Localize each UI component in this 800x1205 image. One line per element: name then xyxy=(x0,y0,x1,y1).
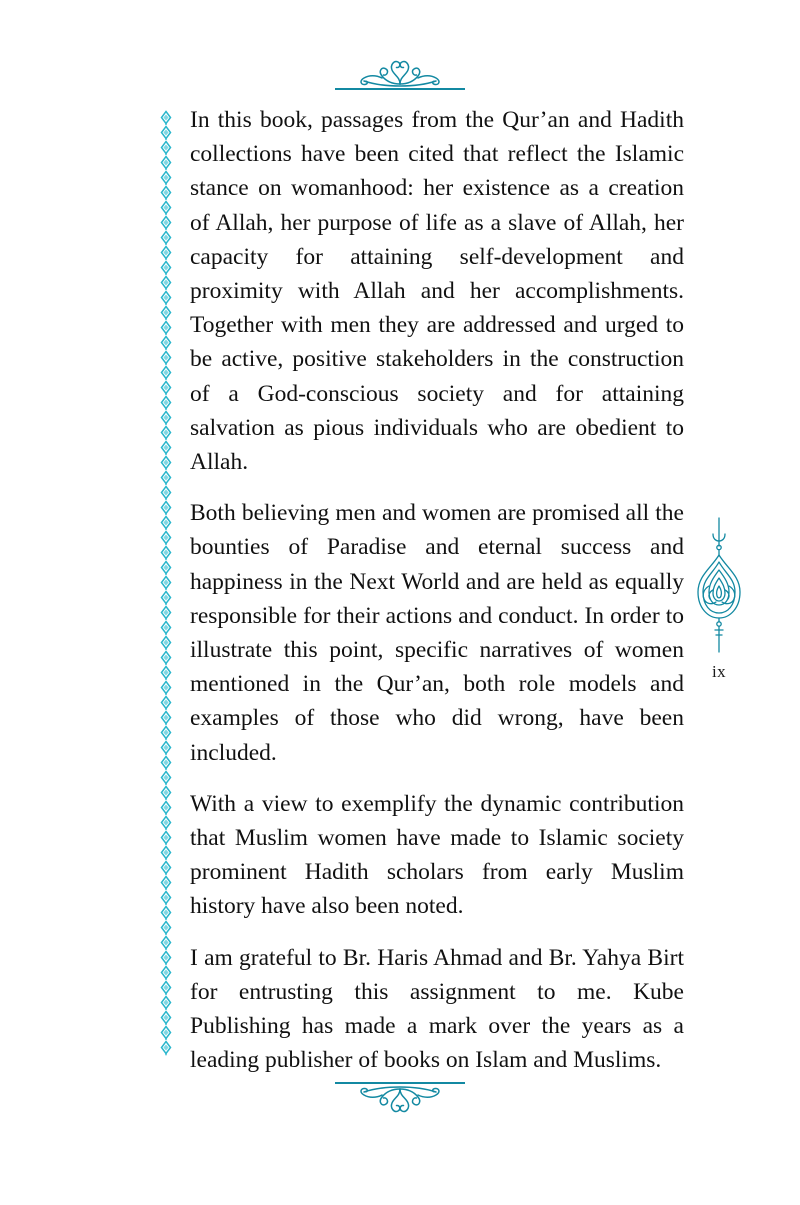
bottom-rule xyxy=(335,1082,465,1084)
scroll-flourish-icon xyxy=(336,1085,464,1117)
paragraph: With a view to exemplify the dynamic contribution that Muslim women have made to Islamic society prominent Hadith scholars from early Muslim history have also been noted. xyxy=(190,790,684,920)
paragraph: In this book, passages from the Qur’an and Hadith collections have been cited that reflect the Islamic stance on womanhood: her existence as a creation of Allah, her purpose of life as a slave of Allah, her capacity for attaining self-development and proximity with Allah and her accomplishments. Together with men they are addressed and urged to be active, positive stakeholders in the construction of a God-conscious society and for attaining salvation as pious individuals who are obedient to Allah. xyxy=(190,107,684,476)
paragraph: Both believing men and women are promised all the bounties of Paradise and eternal success and happiness in the Next World and are held as equally responsible for their actions and conduct. In order to illustrate this point, specific narratives of women mentioned in the Qur’an, both role models and examples of those who did wrong, have been included. xyxy=(190,500,684,766)
folio-block xyxy=(678,516,760,682)
top-ornament xyxy=(0,48,800,90)
lotus-medallion-icon xyxy=(689,516,749,656)
paragraph: I am grateful to Br. Haris Ahmad and Br. Yahya Birt for entrusting this assignment to me. Kube Publishing has made a mark over the years as a leading publisher of books on Islam and Muslims. xyxy=(190,944,684,1074)
page-number: ix xyxy=(711,662,727,681)
bottom-ornament xyxy=(0,1082,800,1132)
body-text-column xyxy=(190,103,684,1077)
side-border-ornament xyxy=(158,110,174,1056)
top-rule xyxy=(335,88,465,90)
scroll-flourish-icon xyxy=(336,57,464,87)
